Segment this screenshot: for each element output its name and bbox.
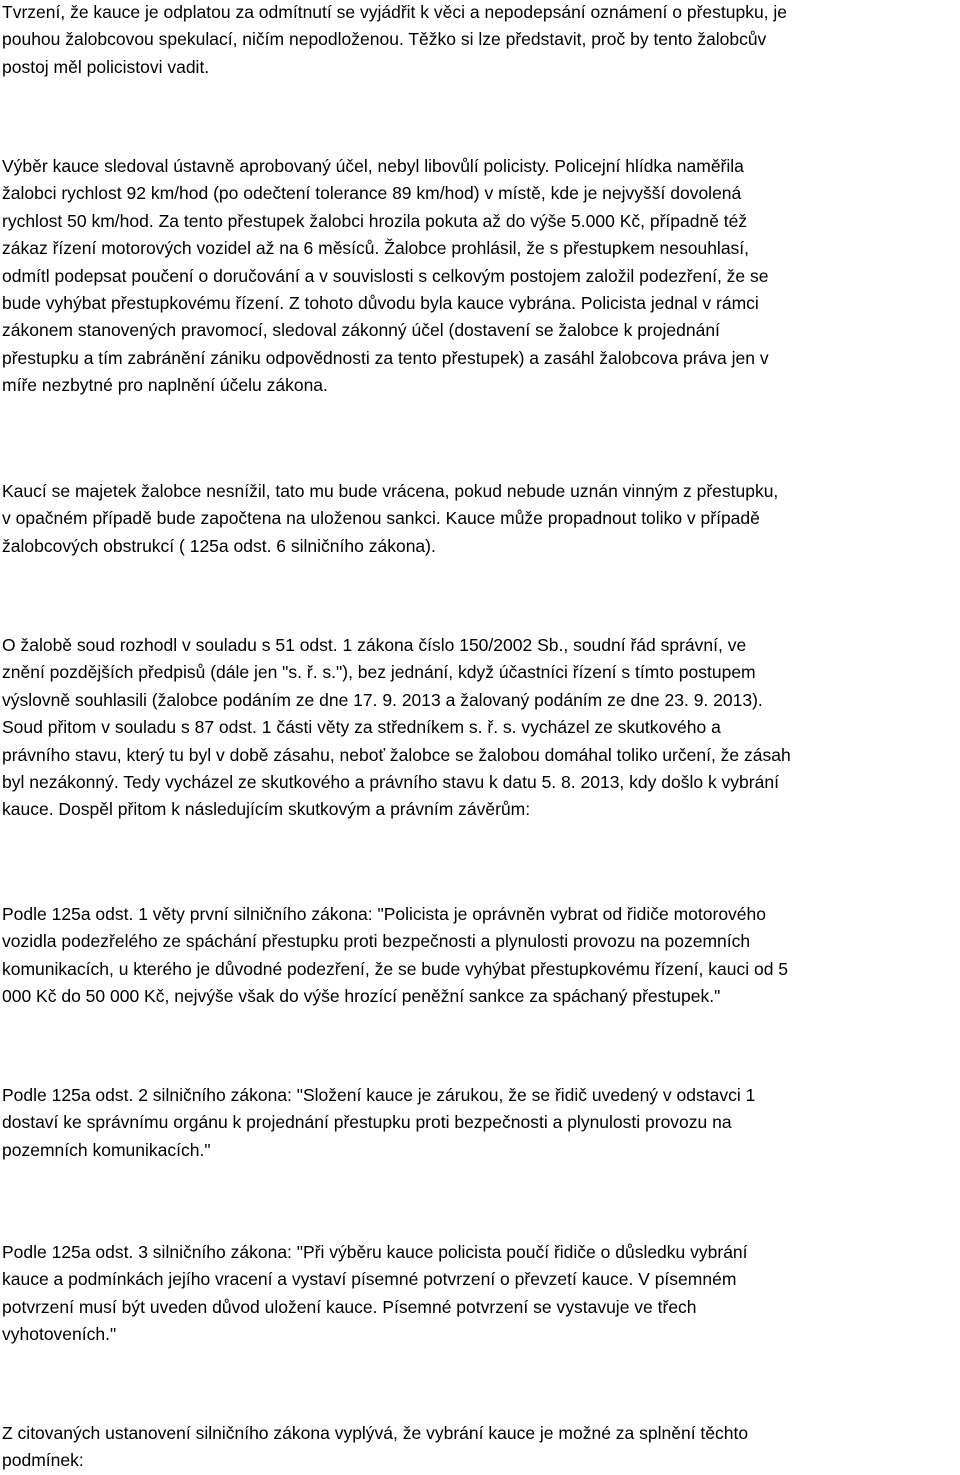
text-line: Tvrzení, že kauce je odplatou za odmítnutí se vyjádřit k věci a nepodepsání oznámení o přestupku, je [2,2,788,22]
paragraph-soud-rozhodl [2,632,791,824]
text-line: vyhotoveních." [2,1324,117,1345]
paragraph-vyber-kauce [2,153,769,400]
text-line: 000 Kč do 50 000 Kč, nejvýše však do výše hrozící peněžní sankce za spáchaný přestupek." [2,986,721,1007]
text-line: výslovně souhlasili (žalobce podáním ze dne 17. 9. 2013 a žalovaný podáním ze dne 23. 9. 2013). [2,689,763,710]
text-line: bude vyhýbat přestupkovému řízení. Z tohoto důvodu byla kauce vybrána. Policista jednal v rámci [2,292,759,313]
text-line: dostaví ke správnímu orgánu k projednání přestupku proti bezpečnosti a plynulosti provozu na [2,1112,732,1133]
text-line: kauce. Dospěl přitom k následujícím skutkovým a právním závěrům: [2,799,531,820]
paragraph-125a-odst-2 [2,1082,755,1164]
text-line: pozemních komunikacích." [2,1139,211,1160]
text-line: Z citovaných ustanovení silničního zákona vyplývá, že vybrání kauce je možné za splnění těchto [2,1423,749,1443]
text-line: byl nezákonný. Tedy vycházel ze skutkového a právního stavu k datu 5. 8. 2013, kdy došlo k vybrání [2,771,779,792]
text-line: zákonem stanovených pravomocí, sledoval zákonný účel (dostavení se žalobce k projednání [2,320,720,341]
text-line: zákaz řízení motorových vozidel až na 6 měsíců. Žalobce prohlásil, že s přestupkem nesouhlasí, [2,238,750,259]
text-line: rychlost 50 km/hod. Za tento přestupek žalobci hrozila pokuta až do výše 5.000 Kč, případně též [2,210,748,231]
text-line: v opačném případě bude započtena na uloženou sankci. Kauce může propadnout toliko v případě [2,508,760,529]
text-line: míře nezbytné pro naplnění účelu zákona. [2,375,328,396]
paragraph-majetek-zalobce [2,478,778,560]
text-line: žalobcových obstrukcí ( 125a odst. 6 silničního zákona). [2,535,436,556]
text-line: odmítl podepsat poučení o doručování a v souvislosti s celkovým postojem založil podezření, že se [2,265,769,286]
text-line: kauce a podmínkách jejího vracení a vystaví písemné potvrzení o převzetí kauce. V písemném [2,1269,737,1290]
text-line: právního stavu, který tu byl v době zásahu, neboť žalobce se žalobou domáhal toliko určení, že zásah [2,744,791,765]
text-line: Výběr kauce sledoval ústavně aprobovaný účel, nebyl libovůlí policisty. Policejní hlídka naměřila [2,156,744,176]
text-line: podmínek: [2,1450,84,1471]
text-line: potvrzení musí být uveden důvod uložení kauce. Písemné potvrzení se vystavuje ve třech [2,1296,697,1317]
text-line: Podle 125a odst. 3 silničního zákona: "Při výběru kauce policista poučí řidiče o důsledku vybrání [2,1242,748,1262]
paragraph-z-citovanych [2,1420,748,1475]
text-line: Kaucí se majetek žalobce nesnížil, tato mu bude vrácena, pokud nebude uznán vinným z přestupku, [2,481,779,501]
text-line: přestupku a tím zabránění zániku odpovědnosti za tento přestupek) a zasáhl žalobcova práva jen v [2,347,769,368]
text-line: vozidla podezřelého ze spáchání přestupku proti bezpečnosti a plynulosti provozu na pozemních [2,931,751,952]
text-line: Podle 125a odst. 2 silničního zákona: "Složení kauce je zárukou, že se řidič uvedený v odstavci 1 [2,1085,756,1105]
paragraph-125a-odst-3 [2,1239,748,1349]
text-line: znění pozdějších předpisů (dále jen "s. ř. s."), bez jednání, když účastníci řízení s tímto postupem [2,662,756,683]
paragraph-125a-odst-1 [2,901,788,1011]
text-line: žalobci rychlost 92 km/hod (po odečtení tolerance 89 km/hod) v místě, kde je nejvyšší dovolená [2,183,742,204]
text-line: Soud přitom v souladu s 87 odst. 1 části věty za středníkem s. ř. s. vycházel ze skutkového a [2,717,721,738]
text-line: Podle 125a odst. 1 věty první silničního zákona: "Policista je oprávněn vybrat od řidiče motorového [2,904,767,924]
text-line: O žalobě soud rozhodl v souladu s 51 odst. 1 zákona číslo 150/2002 Sb., soudní řád správní, ve [2,635,747,655]
paragraph-kauce-odplata [2,0,787,81]
text-line: postoj měl policistovi vadit. [2,56,210,77]
text-line: komunikacích, u kterého je důvodné podezření, že se bude vyhýbat přestupkovému řízení, kauci od 5 [2,958,789,979]
text-line: pouhou žalobcovou spekulací, ničím nepodloženou. Těžko si lze představit, proč by tento žalobcův [2,29,767,50]
